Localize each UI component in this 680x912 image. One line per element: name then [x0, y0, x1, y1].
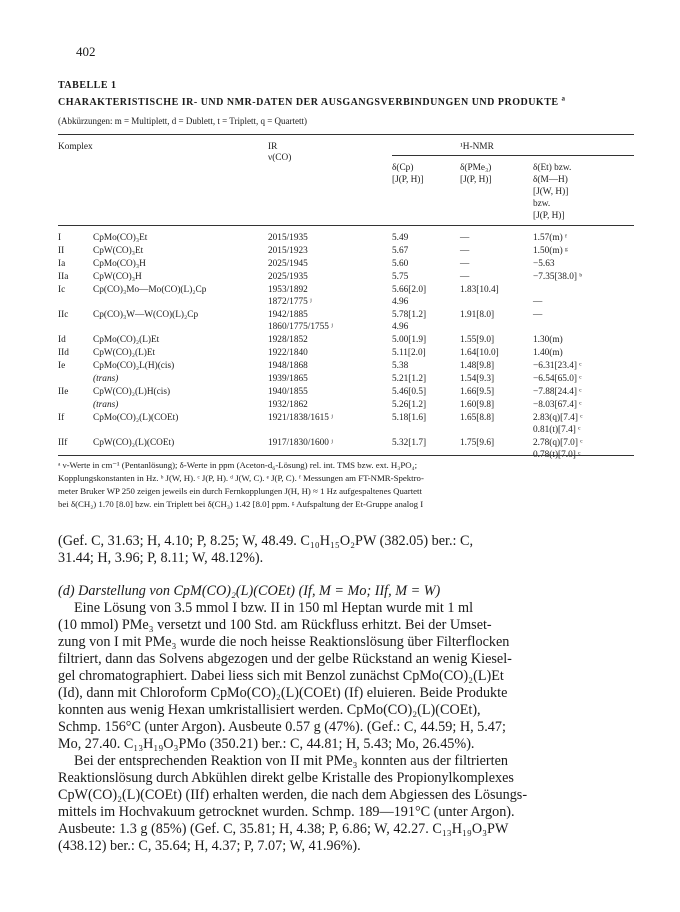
pme3-shift: — — [460, 259, 470, 269]
et-shift: −6.54[65.0] ᶜ — [533, 374, 582, 384]
compound-name: Cp(CO)₃Mo—Mo(CO)(L)₂Cp — [93, 285, 207, 295]
paragraph-line: konnten aus wenig Hexan umkristallisiert werden. CpMo(CO)₂(L)(COEt), — [58, 702, 481, 718]
paragraph-line: Reaktionslösung durch Abkühlen direkt gelbe Kristalle des Propionylkomplexes — [58, 770, 514, 786]
compound-name: CpMo(CO)₂(L)(COEt) — [93, 413, 179, 423]
header-komplex: Komplex — [58, 142, 93, 152]
header-nmr-rule — [392, 155, 634, 156]
pme3-shift: — — [460, 233, 470, 243]
paragraph-line: mittels im Hochvakuum getrocknet wurden. Schmp. 189—191°C (unter Argon). — [58, 804, 515, 820]
cp-shift: 5.11[2.0] — [392, 348, 426, 358]
et-shift: −8.03[67.4] ᶜ — [533, 400, 582, 410]
ir-value: 1872/1775 ʲ — [268, 297, 312, 307]
ir-value: 2025/1935 — [268, 272, 308, 282]
pme3-shift: — — [460, 272, 470, 282]
header-et-line: δ(M—H) — [533, 175, 568, 185]
cp-shift: 5.49 — [392, 233, 409, 243]
header-et-line: δ(Et) bzw. — [533, 163, 572, 173]
et-shift: 1.40(m) — [533, 348, 563, 358]
compound-name: CpW(CO)₂(L)(COEt) — [93, 438, 175, 448]
paragraph-line: (Id), dann mit Chloroform CpMo(CO)₂(L)(COEt) (If) eluieren. Beide Produkte — [58, 685, 508, 701]
paragraph-line: filtriert, dann das Solvens abgezogen und der gelbe Rückstand an wenig Kiesel- — [58, 651, 512, 667]
header-nmr: ¹H-NMR — [460, 142, 494, 152]
compound-id: IIa — [58, 272, 69, 282]
ir-value: 1932/1862 — [268, 400, 308, 410]
table-title-text: CHARAKTERISTISCHE IR- UND NMR-DATEN DER AUSGANGSVERBINDUNGEN UND PRODUKTE — [58, 97, 559, 108]
table-top-rule — [58, 134, 634, 135]
table-abbreviations: (Abkürzungen: m = Multiplett, d = Dublett, t = Triplett, q = Quartett) — [58, 116, 308, 126]
compound-name: CpW(CO)₃Et — [93, 246, 144, 256]
header-et-line: [J(P, H)] — [533, 211, 565, 221]
pme3-shift: 1.66[9.5] — [460, 387, 495, 397]
cp-shift: 5.00[1.9] — [392, 335, 427, 345]
cp-shift: 5.32[1.7] — [392, 438, 427, 448]
header-ir: IR — [268, 142, 278, 152]
cp-shift: 5.67 — [392, 246, 409, 256]
cp-shift: 5.78[1.2] — [392, 310, 427, 320]
paragraph-line: CpW(CO)₂(L)(COEt) (IIf) erhalten werden, die nach dem Abgiessen des Lösungs- — [58, 787, 528, 803]
footnote-line: meter Bruker WP 250 zeigen jeweils ein durch Fernkopplungen J(H, H) ≈ 1 Hz aufgespaltenes Quartett — [58, 486, 422, 496]
header-ir-sub: ν(CO) — [268, 153, 292, 163]
footnote-line: ᵃ ν-Werte in cm⁻¹ (Pentanlösung); δ-Werte in ppm (Aceton-d₆-Lösung) rel. int. TMS bzw. ext. H₃PO₄; — [58, 460, 418, 470]
compound-id: Id — [58, 335, 66, 345]
pme3-shift: 1.64[10.0] — [460, 348, 499, 358]
compound-name: CpW(CO)₂(L)H(cis) — [93, 387, 171, 397]
pme3-shift: 1.55[9.0] — [460, 335, 495, 345]
compound-id: Ia — [58, 259, 66, 269]
compound-id: IIf — [58, 438, 68, 448]
et-shift: −6.31[23.4] ᶜ — [533, 361, 582, 371]
compound-id: I — [58, 233, 62, 243]
compound-id: Ic — [58, 285, 66, 295]
pme3-shift: 1.48[9.8] — [460, 361, 495, 371]
header-bottom-rule — [58, 225, 634, 226]
ir-value: 2025/1945 — [268, 259, 308, 269]
compound-name: Cp(CO)₃W—W(CO)(L)₂Cp — [93, 310, 199, 320]
cp-shift: 5.18[1.6] — [392, 413, 427, 423]
header-et-line: [J(W, H)] — [533, 187, 569, 197]
paragraph-line: gel chromatographiert. Dabei liess sich mit Benzol zunächst CpMo(CO)₂(L)Et — [58, 668, 504, 684]
compound-name: CpMo(CO)₃Et — [93, 233, 148, 243]
et-shift: −7.88[24.4] ᶜ — [533, 387, 582, 397]
header-et — [533, 162, 571, 222]
compound-id: IId — [58, 348, 69, 358]
cp-shift: 5.66[2.0] — [392, 285, 427, 295]
table-bottom-rule — [58, 455, 634, 456]
cp-shift: 5.38 — [392, 361, 409, 371]
pme3-shift: 1.75[9.6] — [460, 438, 495, 448]
cp-shift: 4.96 — [392, 297, 409, 307]
compound-name: CpMo(CO)₃H — [93, 259, 146, 269]
ir-value: 1860/1775/1755 ʲ — [268, 322, 333, 332]
header-pme3-line: δ(PMe₃) — [460, 163, 492, 173]
paragraph-line: Ausbeute: 1.3 g (85%) (Gef. C, 35.81; H, 4.38; P, 6.86; W, 42.27. C₁₃H₁₉O₃PW — [58, 821, 509, 837]
et-shift: 2.78(q)[7.0] ᶜ — [533, 438, 583, 448]
pme3-shift: 1.54[9.3] — [460, 374, 495, 384]
et-shift: — — [533, 297, 543, 307]
ir-value: 1921/1838/1615 ʲ — [268, 413, 333, 423]
cp-shift: 4.96 — [392, 322, 409, 332]
et-shift: 1.30(m) — [533, 335, 563, 345]
ir-value: 1939/1865 — [268, 374, 308, 384]
compound-id: If — [58, 413, 65, 423]
pme3-shift: 1.65[8.8] — [460, 413, 495, 423]
table-footnotes — [58, 459, 424, 511]
compound-name: CpMo(CO)₂L(H)(cis) — [93, 361, 175, 371]
et-shift: 2.83(q)[7.4] ᶜ — [533, 413, 583, 423]
compound-id: II — [58, 246, 65, 256]
et-shift: 1.57(m) ᶠ — [533, 233, 567, 243]
paragraph-line: (438.12) ber.: C, 35.64; H, 4.37; P, 7.07; W, 41.96%). — [58, 838, 361, 854]
header-cp — [392, 162, 424, 186]
table-label: TABELLE 1 — [58, 80, 117, 91]
footnote-line: Kopplungskonstanten in Hz. ᵇ J(W, H). ᶜ J(P, H). ᵈ J(W, C). ᵉ J(P, C). ᶠ Messungen am FT-NMR-Spektro- — [58, 473, 424, 483]
cp-shift: 5.46[0.5] — [392, 387, 427, 397]
ir-value: 1928/1852 — [268, 335, 308, 345]
ir-value: 1953/1892 — [268, 285, 308, 295]
compound-name: CpW(CO)₃H — [93, 272, 142, 282]
compound-id: Ie — [58, 361, 66, 371]
paragraph-line: Schmp. 156°C (unter Argon). Ausbeute 0.57 g (47%). (Gef.: C, 44.59; H, 5.47; — [58, 719, 506, 735]
ir-value: 1948/1868 — [268, 361, 308, 371]
paragraph-line: (10 mmol) PMe₃ versetzt und 100 Std. am Rückfluss erhitzt. Bei der Umset- — [58, 617, 492, 633]
header-pme3 — [460, 162, 492, 186]
cp-shift: 5.26[1.2] — [392, 400, 427, 410]
header-et-line: bzw. — [533, 199, 551, 209]
header-cp-line: [J(P, H)] — [392, 175, 424, 185]
et-shift: 0.78(t)[7.0] ᶜ — [533, 450, 581, 460]
et-shift: 1.50(m) ᵍ — [533, 246, 568, 256]
compound-id: IIe — [58, 387, 69, 397]
paragraph-line: Bei der entsprechenden Reaktion von II mit PMe₃ konnten aus der filtrierten — [74, 753, 508, 769]
compound-name: (trans) — [93, 374, 119, 384]
pme3-shift: 1.60[9.8] — [460, 400, 495, 410]
et-shift: 0.81(t)[7.4] ᶜ — [533, 425, 581, 435]
analysis-continuation-line: (Gef. C, 31.63; H, 4.10; P, 8.25; W, 48.49. C₁₀H₁₅O₂PW (382.05) ber.: C, — [58, 533, 474, 549]
ir-value: 1917/1830/1600 ʲ — [268, 438, 333, 448]
et-shift: −7.35[38.0] ᵇ — [533, 272, 583, 282]
ir-value: 2015/1935 — [268, 233, 308, 243]
paragraph-line: Eine Lösung von 3.5 mmol I bzw. II in 150 ml Heptan wurde mit 1 ml — [74, 600, 474, 616]
pme3-shift: 1.83[10.4] — [460, 285, 499, 295]
table-title — [58, 94, 566, 108]
header-cp-line: δ(Cp) — [392, 163, 414, 173]
paragraph-line: zung von I mit PMe₃ wurde die noch heisse Reaktionslösung über Filterflocken — [58, 634, 510, 650]
cp-shift: 5.21[1.2] — [392, 374, 427, 384]
paragraph-line: Mo, 27.40. C₁₃H₁₉O₃PMo (350.21) ber.: C, 44.81; H, 5.43; Mo, 26.45%). — [58, 736, 475, 752]
ir-value: 2015/1923 — [268, 246, 308, 256]
pme3-shift: 1.91[8.0] — [460, 310, 495, 320]
footnote-line: bei δ(CH₂) 1.70 [8.0] bzw. ein Triplett bei δ(CH₃) 1.42 [8.0] ppm. ᵍ Aufspaltung der Et-Gruppe analog I — [58, 499, 424, 509]
analysis-continuation-line: 31.44; H, 3.96; P, 8.11; W, 48.12%). — [58, 550, 264, 566]
ir-value: 1922/1840 — [268, 348, 308, 358]
compound-name: CpW(CO)₂(L)Et — [93, 348, 156, 358]
section-heading-d: (d) Darstellung von CpM(CO)₂(L)(COEt) (If, M = Mo; IIf, M = W) — [58, 583, 441, 599]
ir-value: 1940/1855 — [268, 387, 308, 397]
header-pme3-line: [J(P, H)] — [460, 175, 492, 185]
compound-name: CpMo(CO)₂(L)Et — [93, 335, 160, 345]
et-shift: — — [533, 310, 543, 320]
compound-id: IIc — [58, 310, 69, 320]
cp-shift: 5.75 — [392, 272, 409, 282]
ir-value: 1942/1885 — [268, 310, 308, 320]
pme3-shift: — — [460, 246, 470, 256]
table-title-footnote-mark: a — [561, 94, 566, 103]
cp-shift: 5.60 — [392, 259, 409, 269]
compound-name: (trans) — [93, 400, 119, 410]
page-number: 402 — [76, 44, 96, 59]
et-shift: −5.63 — [533, 259, 555, 269]
